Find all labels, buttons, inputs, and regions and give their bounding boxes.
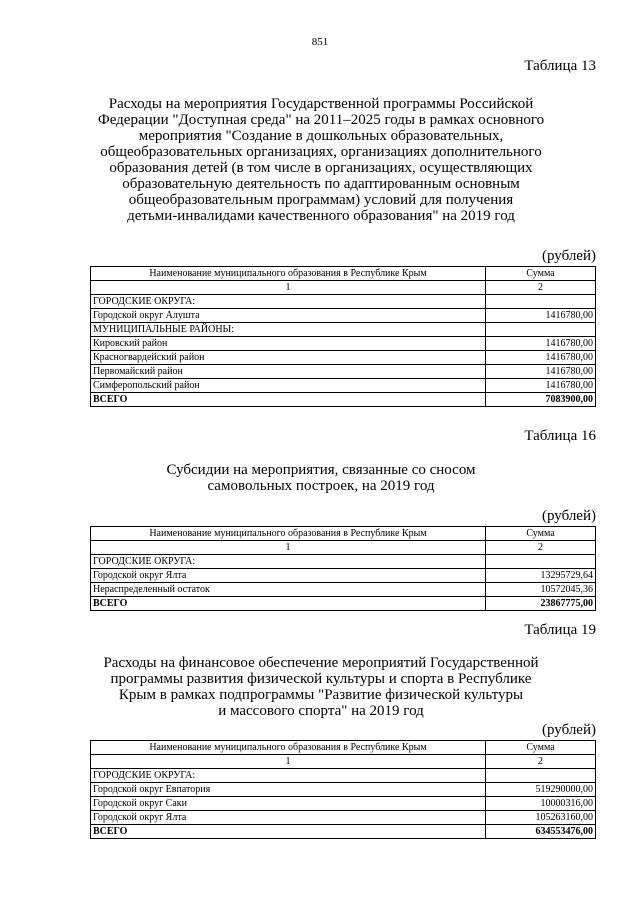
- table-row: [91, 337, 596, 351]
- heading-line: программы развития физической культуры и спорта в Республике: [110, 671, 532, 687]
- heading-line: общеобразовательных организациях, организациях дополнительного: [100, 144, 542, 160]
- row-amount: [486, 555, 596, 569]
- column-header-amount: Сумма: [486, 741, 596, 755]
- table-16-heading: [96, 462, 546, 494]
- row-amount: 1416780,00: [486, 379, 596, 393]
- row-name: Городской округ Ялта: [91, 569, 486, 583]
- row-amount: 519290000,00: [486, 783, 596, 797]
- table-header-row: [91, 527, 596, 541]
- column-header-name: Наименование муниципального образования в Республике Крым: [91, 741, 486, 755]
- heading-line: Расходы на финансовое обеспечение мероприятий Государственной: [103, 655, 539, 671]
- page-number: 851: [311, 36, 329, 48]
- table-row: [91, 555, 596, 569]
- table-row: [91, 783, 596, 797]
- column-header-name: Наименование муниципального образования в Республике Крым: [91, 527, 486, 541]
- table-header-row: [91, 741, 596, 755]
- table-16-label: Таблица 16: [524, 428, 596, 444]
- row-amount: [486, 769, 596, 783]
- row-amount: 13295729,64: [486, 569, 596, 583]
- table-16-unit: (рублей): [541, 508, 596, 524]
- table-19-unit: (рублей): [541, 722, 596, 738]
- heading-line: Крым в рамках подпрограммы "Развитие физической культуры: [118, 687, 524, 703]
- column-number: 2: [486, 541, 596, 555]
- table-row: [91, 797, 596, 811]
- row-amount: 1416780,00: [486, 337, 596, 351]
- table-row: [91, 569, 596, 583]
- row-name: Городской округ Ялта: [91, 811, 486, 825]
- heading-line: детьми-инвалидами качественного образования" на 2019 год: [127, 208, 515, 224]
- row-amount: 1416780,00: [486, 351, 596, 365]
- column-header-amount: Сумма: [486, 527, 596, 541]
- total-row: [91, 393, 596, 407]
- table-19-heading: [96, 655, 546, 719]
- column-number: 2: [486, 755, 596, 769]
- row-name: Симферопольский район: [91, 379, 486, 393]
- row-name: Городской округ Евпатория: [91, 783, 486, 797]
- table-16: [90, 526, 596, 611]
- row-name: ГОРОДСКИЕ ОКРУГА:: [91, 295, 486, 309]
- total-amount: 634553476,00: [486, 825, 596, 839]
- row-amount: [486, 323, 596, 337]
- total-row: [91, 597, 596, 611]
- row-name: ГОРОДСКИЕ ОКРУГА:: [91, 769, 486, 783]
- table-row: [91, 309, 596, 323]
- table-13-label: Таблица 13: [524, 58, 596, 74]
- column-numbering-row: [91, 755, 596, 769]
- table-row: [91, 323, 596, 337]
- total-label: ВСЕГО: [91, 597, 486, 611]
- table-header-row: [91, 267, 596, 281]
- heading-line: самовольных построек, на 2019 год: [207, 478, 435, 494]
- row-name: Нераспределенный остаток: [91, 583, 486, 597]
- heading-line: мероприятия "Создание в дошкольных образовательных,: [138, 128, 504, 144]
- total-row: [91, 825, 596, 839]
- column-header-name: Наименование муниципального образования в Республике Крым: [91, 267, 486, 281]
- row-amount: 1416780,00: [486, 309, 596, 323]
- heading-line: Федерации "Доступная среда" на 2011–2025 годы в рамках основного: [97, 112, 545, 128]
- row-amount: 10572045,36: [486, 583, 596, 597]
- table-row: [91, 811, 596, 825]
- row-amount: 1416780,00: [486, 365, 596, 379]
- column-number: 2: [486, 281, 596, 295]
- heading-line: образования детей (в том числе в организациях, осуществляющих: [109, 160, 533, 176]
- total-label: ВСЕГО: [91, 825, 486, 839]
- heading-line: Расходы на мероприятия Государственной программы Российской: [108, 96, 534, 112]
- column-number: 1: [91, 541, 486, 555]
- row-name: Кировский район: [91, 337, 486, 351]
- row-name: МУНИЦИПАЛЬНЫЕ РАЙОНЫ:: [91, 323, 486, 337]
- total-amount: 7083900,00: [486, 393, 596, 407]
- table-row: [91, 769, 596, 783]
- row-name: Городской округ Саки: [91, 797, 486, 811]
- row-amount: 10000316,00: [486, 797, 596, 811]
- heading-line: и массового спорта" на 2019 год: [218, 703, 424, 719]
- table-13: [90, 266, 596, 407]
- table-13-heading: [96, 96, 546, 224]
- row-amount: 105263160,00: [486, 811, 596, 825]
- total-label: ВСЕГО: [91, 393, 486, 407]
- table-row: [91, 365, 596, 379]
- row-name: Городской округ Алушта: [91, 309, 486, 323]
- table-19-label: Таблица 19: [524, 622, 596, 638]
- column-number: 1: [91, 281, 486, 295]
- table-row: [91, 351, 596, 365]
- total-amount: 23867775,00: [486, 597, 596, 611]
- column-header-amount: Сумма: [486, 267, 596, 281]
- table-13-unit: (рублей): [541, 248, 596, 264]
- heading-line: Субсидии на мероприятия, связанные со сносом: [166, 462, 476, 478]
- row-name: Красногвардейский район: [91, 351, 486, 365]
- row-name: Первомайский район: [91, 365, 486, 379]
- table-row: [91, 379, 596, 393]
- heading-line: общеобразовательным программам) условий для получения: [128, 192, 514, 208]
- table-row: [91, 583, 596, 597]
- column-numbering-row: [91, 281, 596, 295]
- heading-line: образовательную деятельность по адаптированным основным: [122, 176, 520, 192]
- column-number: 1: [91, 755, 486, 769]
- column-numbering-row: [91, 541, 596, 555]
- row-amount: [486, 295, 596, 309]
- table-19: [90, 740, 596, 839]
- row-name: ГОРОДСКИЕ ОКРУГА:: [91, 555, 486, 569]
- table-row: [91, 295, 596, 309]
